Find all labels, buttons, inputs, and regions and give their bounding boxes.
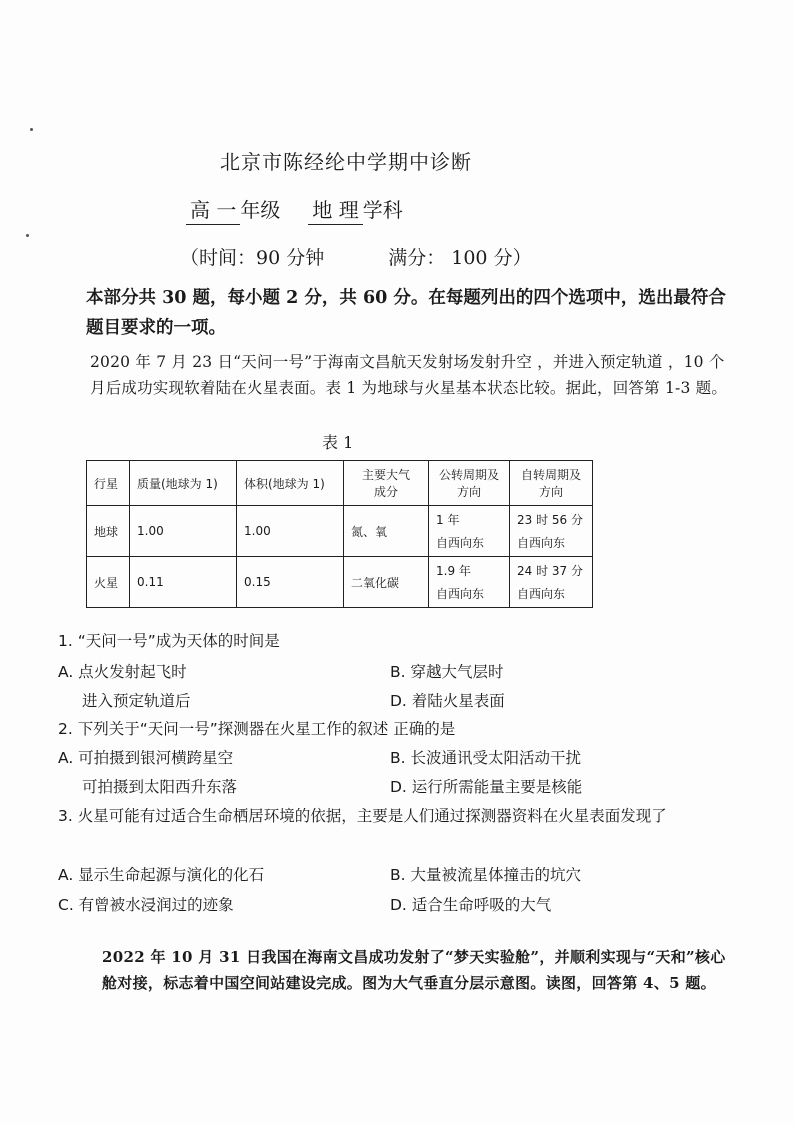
cell-rotation: 24 时 37 分 自西向东 xyxy=(510,557,593,608)
header-volume: 体积(地球为 1) xyxy=(237,461,344,506)
table-row xyxy=(87,557,593,608)
question-2-option-b: B. 长波通讯受太阳活动干扰 xyxy=(390,749,581,767)
question-3-stem: 3. 火星可能有过适合生命栖居环境的依据，主要是人们通过探测器资料在火星表面发现了 xyxy=(58,807,667,825)
cell-planet: 地球 xyxy=(87,506,130,557)
question-2-stem: 2. 下列关于“天问一号”探测器在火星工作的叙述 正确的是 xyxy=(58,720,456,738)
question-3-option-d: D. 适合生命呼吸的大气 xyxy=(390,896,552,914)
full-score: 满分： 100 分） xyxy=(388,247,532,269)
subject-value: 地 理 xyxy=(308,194,362,225)
question-1-option-a: A. 点火发射起飞时 xyxy=(58,663,187,681)
cell-volume: 0.15 xyxy=(237,557,344,608)
grade-label: 年级 xyxy=(240,198,281,222)
question-1-option-c: 进入预定轨道后 xyxy=(82,692,191,710)
question-2-option-d: D. 运行所需能量主要是核能 xyxy=(390,778,583,796)
planet-comparison-table xyxy=(86,460,593,608)
cell-mass: 0.11 xyxy=(130,557,237,608)
question-3-option-c: C. 有曾被水浸润过的迹象 xyxy=(58,896,234,914)
instructions-text: 本部分共 30 题，每小题 2 分，共 60 分。在每题列出的四个选项中，选出最符合题目要求的一项。 xyxy=(86,288,726,338)
question-3-option-a: A. 显示生命起源与演化的化石 xyxy=(58,866,265,884)
question-1-option-b: B. 穿越大气层时 xyxy=(390,663,504,681)
cell-orbit: 1.9 年 自西向东 xyxy=(429,557,510,608)
passage-mengtian-text: 2022 年 10 月 31 日我国在海南文昌成功发射了“梦天实验舱”，并顺利实现与“天和”核心舱对接，标志着中国空间站建设完成。图为大气垂直分层示意图。读图，回答第 4、5 题。 xyxy=(102,948,726,992)
passage-mengtian xyxy=(56,944,736,996)
question-1-option-d: D. 着陆火星表面 xyxy=(390,692,505,710)
header-mass: 质量(地球为 1) xyxy=(130,461,237,506)
grade-value: 高 一 xyxy=(186,194,240,225)
cell-atmosphere: 二氧化碳 xyxy=(344,557,429,608)
time-score-line xyxy=(180,243,532,270)
header-atmosphere: 主要大气 成分 xyxy=(344,461,429,506)
scan-speck xyxy=(30,128,33,131)
header-rotation: 自转周期及 方向 xyxy=(510,461,593,506)
table-row xyxy=(87,506,593,557)
cell-planet: 火星 xyxy=(87,557,130,608)
passage-tianwen-text: 2020 年 7 月 23 日“天问一号”于海南文昌航天发射场发射升空 ，并进入预定轨道 ，10 个月后成功实现软着陆在火星表面。表 1 为地球与火星基本状态比较。据此，回答第 1-3 题。 xyxy=(90,353,728,397)
cell-orbit: 1 年 自西向东 xyxy=(429,506,510,557)
header-orbit: 公转周期及 方向 xyxy=(429,461,510,506)
question-3-option-b: B. 大量被流星体撞击的坑穴 xyxy=(390,866,581,884)
school-title: 北京市陈经纶中学期中诊断 xyxy=(220,150,472,174)
cell-volume: 1.00 xyxy=(237,506,344,557)
table-header-row xyxy=(87,461,593,506)
cell-mass: 1.00 xyxy=(130,506,237,557)
table-caption: 表 1 xyxy=(322,433,354,452)
question-1-stem: 1. “天问一号”成为天体的时间是 xyxy=(58,632,280,650)
passage-tianwen xyxy=(56,349,740,401)
question-2-option-a: A. 可拍摄到银河横跨星空 xyxy=(58,749,234,767)
section-instructions xyxy=(60,283,740,343)
header-planet: 行星 xyxy=(87,461,130,506)
cell-rotation: 23 时 56 分 自西向东 xyxy=(510,506,593,557)
question-2-option-c: 可拍摄到太阳西升东落 xyxy=(82,778,238,796)
scan-speck xyxy=(26,234,29,237)
cell-atmosphere: 氮、氧 xyxy=(344,506,429,557)
subject-label: 学科 xyxy=(362,198,403,222)
time-limit: （时间：90 分钟 xyxy=(180,247,325,269)
grade-subject-line xyxy=(186,194,403,225)
